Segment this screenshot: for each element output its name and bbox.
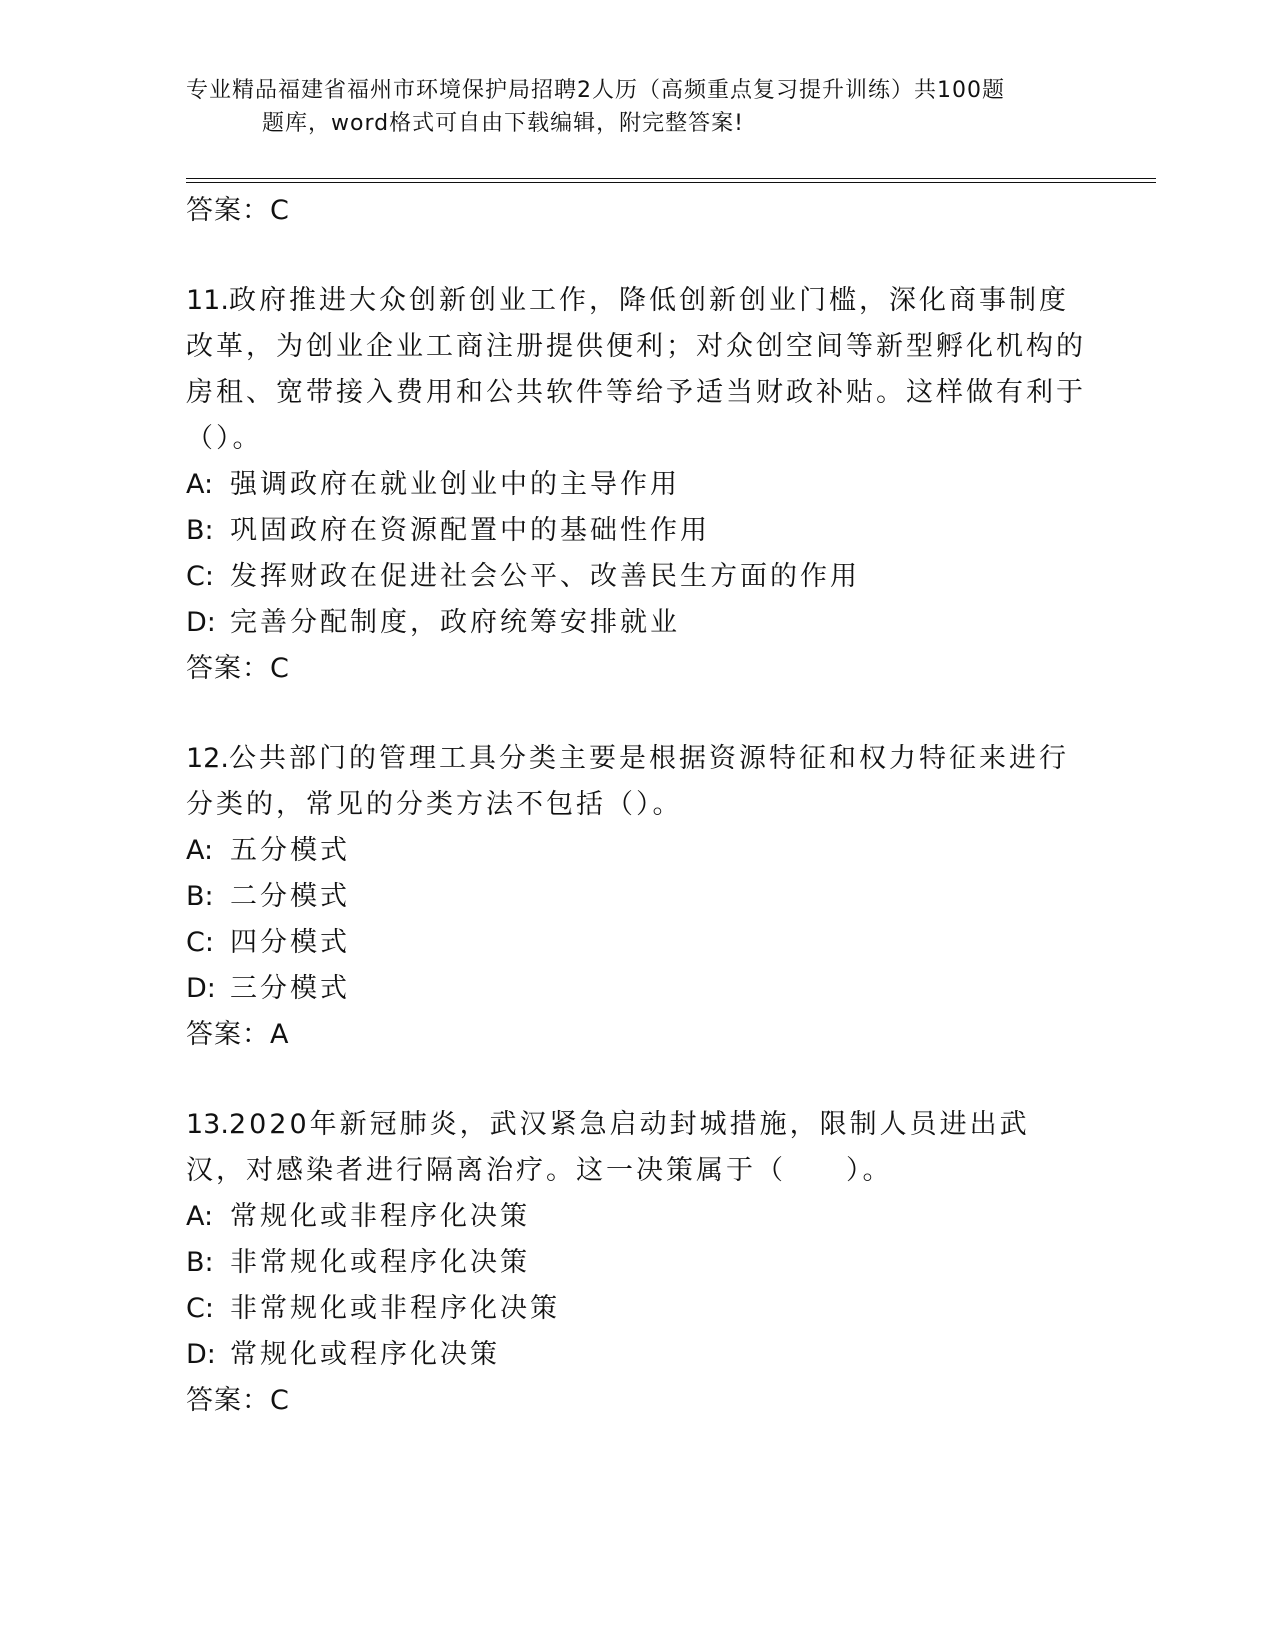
- option-letter: B:: [186, 515, 214, 546]
- option-text: 常规化或程序化决策: [230, 1339, 500, 1370]
- question-text: 2020年新冠肺炎，武汉紧急启动封城措施，限制人员进出武汉，对感染者进行隔离治疗。这一决策属于（ ）。: [186, 1109, 1030, 1186]
- header-divider-bottom: [186, 182, 1156, 183]
- option-text: 四分模式: [230, 927, 350, 958]
- option-text: 二分模式: [230, 881, 350, 912]
- question-number: 13.: [186, 1109, 229, 1140]
- option-letter: A:: [186, 469, 214, 500]
- answer-previous-question: 答案：C: [186, 195, 290, 226]
- question-text: 公共部门的管理工具分类主要是根据资源特征和权力特征来进行分类的，常见的分类方法不包括（）。: [186, 743, 1069, 820]
- option-b: [186, 1240, 1086, 1286]
- answer-11: 答案：C: [186, 653, 290, 684]
- question-11: [186, 278, 1086, 462]
- option-a: [186, 1194, 1086, 1240]
- option-letter: C:: [186, 927, 214, 958]
- option-text: 巩固政府在资源配置中的基础性作用: [230, 515, 710, 546]
- question-12: [186, 736, 1086, 828]
- option-text: 五分模式: [230, 835, 350, 866]
- option-b: [186, 508, 1086, 554]
- option-text: 非常规化或非程序化决策: [230, 1293, 560, 1324]
- document-content: [186, 188, 1086, 1424]
- question-13: [186, 1102, 1086, 1194]
- option-letter: B:: [186, 881, 214, 912]
- option-text: 三分模式: [230, 973, 350, 1004]
- header-divider-top: [186, 178, 1156, 179]
- option-d: [186, 966, 1086, 1012]
- option-c: [186, 1286, 1086, 1332]
- option-c: [186, 920, 1086, 966]
- header-title-line-2: 题库，word格式可自由下载编辑，附完整答案!: [262, 111, 744, 136]
- option-letter: D:: [186, 973, 216, 1004]
- option-d: [186, 600, 1086, 646]
- document-header: [186, 74, 1086, 140]
- option-a: [186, 828, 1086, 874]
- option-d: [186, 1332, 1086, 1378]
- option-letter: A:: [186, 1201, 214, 1232]
- answer-13: 答案：C: [186, 1385, 290, 1416]
- option-letter: B:: [186, 1247, 214, 1278]
- option-letter: D:: [186, 1339, 216, 1370]
- option-letter: D:: [186, 607, 216, 638]
- option-text: 强调政府在就业创业中的主导作用: [230, 469, 680, 500]
- option-a: [186, 462, 1086, 508]
- header-title-line-1: 专业精品福建省福州市环境保护局招聘2人历（高频重点复习提升训练）共100题: [186, 78, 1005, 103]
- option-text: 完善分配制度，政府统筹安排就业: [230, 607, 680, 638]
- option-letter: C:: [186, 1293, 214, 1324]
- option-b: [186, 874, 1086, 920]
- option-text: 非常规化或程序化决策: [230, 1247, 530, 1278]
- answer-12: 答案：A: [186, 1019, 290, 1050]
- option-letter: C:: [186, 561, 214, 592]
- option-text: 常规化或非程序化决策: [230, 1201, 530, 1232]
- question-text: 政府推进大众创新创业工作，降低创新创业门槛，深化商事制度改革，为创业企业工商注册提供便利；对众创空间等新型孵化机构的房租、宽带接入费用和公共软件等给予适当财政补贴。这样做有利于（）。: [186, 285, 1086, 454]
- option-c: [186, 554, 1086, 600]
- option-text: 发挥财政在促进社会公平、改善民生方面的作用: [230, 561, 860, 592]
- question-number: 12.: [186, 743, 229, 774]
- question-number: 11.: [186, 285, 229, 316]
- option-letter: A:: [186, 835, 214, 866]
